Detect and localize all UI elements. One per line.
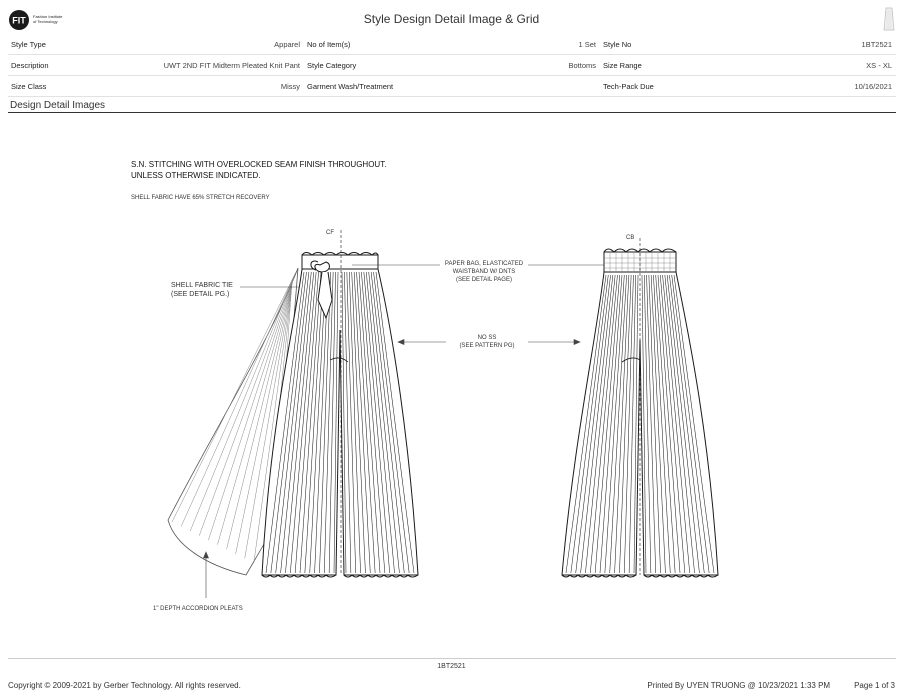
logo-text-2: of Technology: [33, 19, 58, 24]
meta-label: Size Class: [11, 81, 47, 91]
footer-right: [647, 681, 895, 690]
waistband-callout-line-2: WAISTBAND W/ DNTS: [452, 269, 516, 275]
waistband-callout: [440, 260, 528, 284]
meta-value: Bottoms: [568, 60, 596, 70]
meta-value: UWT 2ND FIT Midterm Pleated Knit Pant: [163, 60, 300, 70]
meta-label: No of Item(s): [307, 39, 351, 49]
meta-label: Style No: [603, 39, 632, 49]
meta-label: Description: [11, 60, 49, 70]
page-indicator: Page 1 of 3: [854, 681, 895, 690]
printed-by-text: Printed By UYEN TRUONG @ 10/23/2021 1:33 PM: [647, 681, 831, 690]
tie-callout-line-1: SHELL FABRIC TIE: [171, 282, 233, 289]
cf-label: CF: [326, 230, 334, 236]
side-seam-callout-line-2: (SEE PATTERN PG): [459, 343, 515, 349]
pleat-callout: 1" DEPTH ACCORDION PLEATS: [153, 606, 243, 612]
stitching-note-line-1: S.N. STITCHING WITH OVERLOCKED SEAM FINISH THROUGHOUT.: [131, 160, 387, 169]
meta-value: Apparel: [274, 39, 300, 49]
page-title: Style Design Detail Image & Grid: [363, 12, 540, 26]
meta-value: 10/16/2021: [854, 81, 892, 91]
waistband-callout-line-3: (SEE DETAIL PAGE): [456, 277, 512, 283]
meta-value: Missy: [280, 81, 300, 91]
section-title: Design Detail Images: [10, 100, 106, 111]
tie-callout: [171, 281, 233, 299]
tie-callout-line-2: (SEE DETAIL PG.): [171, 291, 230, 298]
logo-mark: FIT: [12, 15, 26, 26]
meta-label: Garment Wash/Treatment: [307, 81, 394, 91]
meta-label: Style Type: [11, 39, 46, 49]
meta-value: 1BT2521: [861, 39, 892, 49]
footer-style-no: 1BT2521: [437, 663, 466, 670]
meta-label: Size Range: [603, 60, 642, 70]
copyright-text: Copyright © 2009-2021 by Gerber Technology. All rights reserved.: [8, 681, 241, 690]
side-seam-callout: [446, 334, 528, 350]
stitching-note-line-2: UNLESS OTHERWISE INDICATED.: [131, 171, 261, 180]
meta-value: XS - XL: [866, 60, 892, 70]
waistband-callout-line-1: PAPER BAG, ELASTICATED: [444, 261, 524, 267]
meta-label: Style Category: [307, 60, 357, 70]
cb-label: CB: [626, 235, 635, 241]
meta-label: Tech-Pack Due: [603, 81, 654, 91]
logo-text-1: Fashion Institute: [33, 14, 63, 19]
back-view-sketch: [562, 238, 718, 577]
fabric-note: SHELL FABRIC HAVE 65% STRETCH RECOVERY: [131, 195, 270, 201]
side-seam-callout-line-1: NO SS: [477, 335, 497, 341]
meta-value: 1 Set: [578, 39, 596, 49]
footer-divider: [8, 658, 896, 659]
